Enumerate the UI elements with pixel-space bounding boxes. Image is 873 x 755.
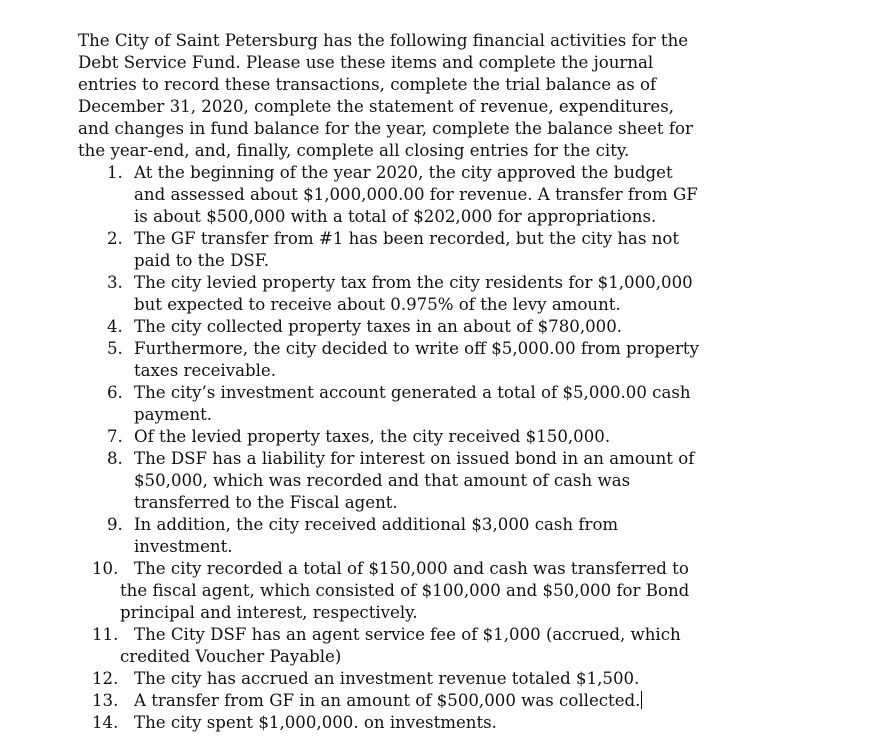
intro-line: Debt Service Fund. Please use these items and complete the journal	[78, 53, 654, 72]
list-item-line: At the beginning of the year 2020, the city approved the budget	[134, 163, 673, 182]
list-item-number: 9.	[107, 515, 123, 534]
list-item-number: 2.	[107, 229, 123, 248]
intro-line: entries to record these transactions, complete the trial balance as of	[78, 75, 657, 94]
list-item-number: 3.	[107, 273, 123, 292]
list-item-line: The city has accrued an investment revenue totaled $1,500.	[134, 669, 640, 688]
list-item-number: 14.	[92, 713, 119, 732]
list-item-line	[134, 690, 642, 712]
text-cursor	[641, 691, 642, 709]
intro-line: and changes in fund balance for the year, complete the balance sheet for	[78, 119, 693, 138]
list-item-line: Of the levied property taxes, the city received $150,000.	[134, 427, 611, 446]
list-item-number: 6.	[107, 383, 123, 402]
list-item-line: transferred to the Fiscal agent.	[134, 493, 398, 512]
list-item-number: 10.	[92, 559, 119, 578]
list-item-line: but expected to receive about 0.975% of the levy amount.	[134, 295, 621, 314]
list-item-line: payment.	[134, 405, 213, 424]
list-item-number: 11.	[92, 625, 119, 644]
list-item-line: The city collected property taxes in an about of $780,000.	[134, 317, 623, 336]
list-item-line: and assessed about $1,000,000.00 for revenue. A transfer from GF	[134, 185, 698, 204]
list-item-text: A transfer from GF in an amount of $500,000 was collected.	[134, 691, 641, 710]
list-item-number: 4.	[107, 317, 123, 336]
list-item-number: 5.	[107, 339, 123, 358]
list-item-line: taxes receivable.	[134, 361, 276, 380]
list-item-line: The City DSF has an agent service fee of $1,000 (accrued, which	[134, 625, 681, 644]
list-item-number: 12.	[92, 669, 119, 688]
list-item-number: 1.	[107, 163, 123, 182]
list-item-line: investment.	[134, 537, 233, 556]
list-item-number: 8.	[107, 449, 123, 468]
list-item-line: The DSF has a liability for interest on issued bond in an amount of	[134, 449, 695, 468]
list-item-line: credited Voucher Payable)	[120, 647, 342, 666]
list-item-line: Furthermore, the city decided to write off $5,000.00 from property	[134, 339, 699, 358]
list-item-line: principal and interest, respectively.	[120, 603, 418, 622]
intro-line: December 31, 2020, complete the statement of revenue, expenditures,	[78, 97, 675, 116]
list-item-line: paid to the DSF.	[134, 251, 269, 270]
intro-line: The City of Saint Petersburg has the following financial activities for the	[78, 31, 689, 50]
list-item-line: The city’s investment account generated a total of $5,000.00 cash	[134, 383, 691, 402]
list-item-number: 13.	[92, 691, 119, 710]
list-item-number: 7.	[107, 427, 123, 446]
list-item-line: The GF transfer from #1 has been recorded, but the city has not	[134, 229, 680, 248]
list-item-line: $50,000, which was recorded and that amount of cash was	[134, 471, 631, 490]
list-item-line: is about $500,000 with a total of $202,000 for appropriations.	[134, 207, 657, 226]
list-item-line: In addition, the city received additional $3,000 cash from	[134, 515, 619, 534]
list-item-line: The city recorded a total of $150,000 and cash was transferred to	[134, 559, 689, 578]
list-item-line: The city spent $1,000,000. on investments.	[134, 713, 497, 732]
list-item-line: The city levied property tax from the city residents for $1,000,000	[134, 273, 693, 292]
list-item-line: the fiscal agent, which consisted of $100,000 and $50,000 for Bond	[120, 581, 690, 600]
intro-line: the year-end, and, finally, complete all closing entries for the city.	[78, 141, 630, 160]
